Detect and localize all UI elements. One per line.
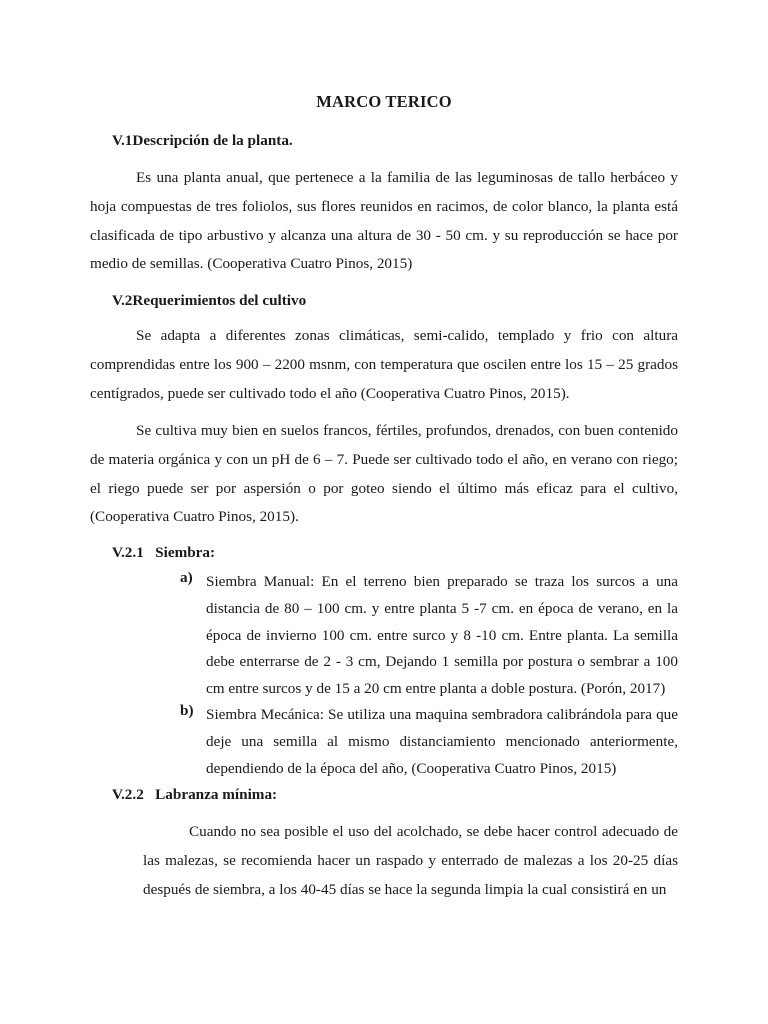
section-heading-v2: V.2Requerimientos del cultivo xyxy=(112,292,307,309)
paragraph-requirements-climate: Se adapta a diferentes zonas climáticas, semi-calido, templado y frio con altura comprendidas entre los 900 – 2200 msnm, con temperatura que oscilen entre los 15 – 25 grados centígrados, puede ser cultivado todo el año (Cooperativa Cuatro Pinos, 2015). xyxy=(90,327,678,402)
subsection-heading-siembra: V.2.1 Siembra: xyxy=(112,544,216,561)
paragraph-requirements-soil: Se cultiva muy bien en suelos francos, fértiles, profundos, drenados, con buen contenido de materia orgánica y con un pH de 6 – 7. Puede ser cultivado todo el año, en verano con riego; el riego puede ser por aspersión o por goteo siendo el último más eficaz para el cultivo, (Cooperativa Cuatro Pinos, 2015). xyxy=(90,422,678,526)
list-marker-a: a) xyxy=(180,569,193,586)
section-heading-v1: V.1Descripción de la planta. xyxy=(112,132,293,149)
list-text-siembra-manual: Siembra Manual: En el terreno bien preparado se traza los surcos a una distancia de 80 – 100 cm. y entre planta 5 -7 cm. en época de verano, en la época de invierno 100 cm. entre surco y 8 -10 cm. Entre planta. La semilla debe enterrarse de 2 - 3 cm, Dejando 1 semilla por postura o sembrar a 100 cm entre surcos y de 15 a 20 cm entre planta a doble postura. (Porón, 2017) xyxy=(206,573,678,698)
subsection-heading-labranza: V.2.2 Labranza mínima: xyxy=(112,786,278,803)
list-text-siembra-mecanica: Siembra Mecánica: Se utiliza una maquina sembradora calibrándola para que deje una semilla al mismo distanciamiento mencionado anteriormente, dependiendo de la época del año, (Cooperativa Cuatro Pinos, 2015) xyxy=(206,706,678,777)
paragraph-labranza: Cuando no sea posible el uso del acolchado, se debe hacer control adecuado de las malezas, se recomienda hacer un raspado y enterrado de malezas a los 20-25 días después de siembra, a los 40-45 días se hace la segunda limpia la cual consistirá en un xyxy=(143,823,678,898)
list-marker-b: b) xyxy=(180,702,194,719)
list-item-siembra-manual xyxy=(180,569,678,703)
page-title: MARCO TERICO xyxy=(316,92,452,111)
paragraph-description: Es una planta anual, que pertenece a la familia de las leguminosas de tallo herbáceo y hoja compuestas de tres foliolos, sus flores reunidos en racimos, de color blanco, la planta está clasificada de tipo arbustivo y alcanza una altura de 30 - 50 cm. y su reproducción se hace por medio de semillas. (Cooperativa Cuatro Pinos, 2015) xyxy=(90,169,678,273)
list-item-siembra-mecanica xyxy=(180,702,678,782)
